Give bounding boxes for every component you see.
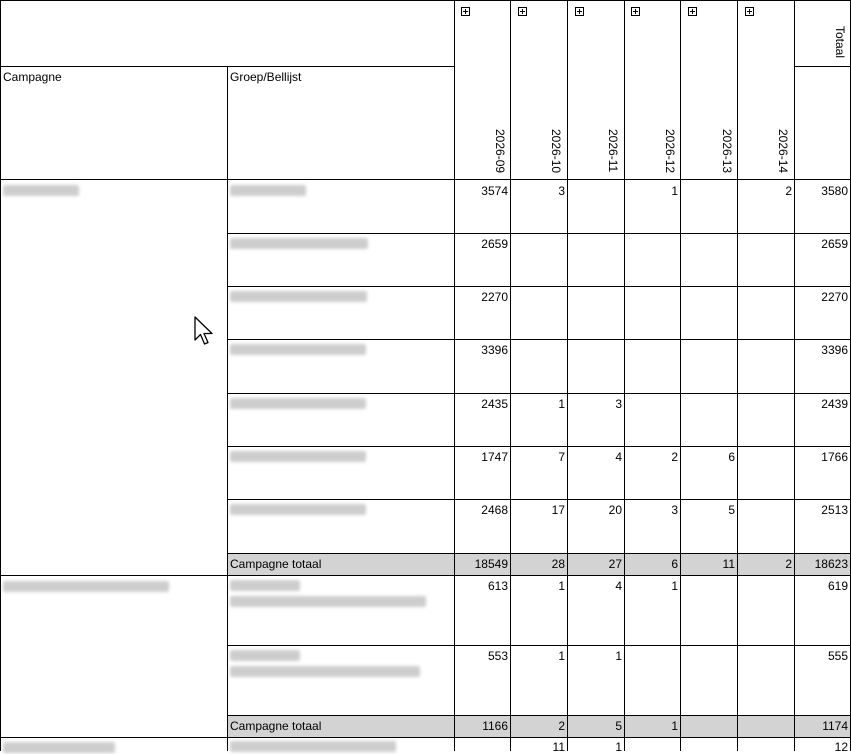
expand-icon[interactable] <box>461 7 470 16</box>
row-total: 3396 <box>821 343 848 357</box>
cell-value: 4 <box>615 579 622 593</box>
cell-value: 7 <box>558 450 565 464</box>
cell-value: 3574 <box>481 184 508 198</box>
redacted-group-name <box>230 580 300 591</box>
week-header-2026-14: 2026-14 <box>776 129 790 174</box>
redacted-group-name <box>230 344 366 355</box>
cell-value: 2 <box>785 557 792 571</box>
redacted-group-name <box>230 741 396 752</box>
campagne-header: Campagne <box>3 70 62 84</box>
redacted-group-name <box>230 238 368 249</box>
cell-value: 1 <box>558 397 565 411</box>
row-total: 3580 <box>821 184 848 198</box>
row-total: 1766 <box>821 450 848 464</box>
cell-value: 3396 <box>481 343 508 357</box>
row-total: 1174 <box>822 719 848 733</box>
week-header-2026-09: 2026-09 <box>493 129 507 174</box>
expand-icon[interactable] <box>745 7 754 16</box>
redacted-campaign-name <box>3 742 115 753</box>
cell-value: 3 <box>671 503 678 517</box>
cell-value: 553 <box>487 649 508 663</box>
cell-value: 20 <box>608 503 622 517</box>
cell-value: 11 <box>552 740 565 754</box>
row-total: 12 <box>834 740 848 754</box>
week-header-2026-12: 2026-12 <box>663 129 677 174</box>
cell-value: 5 <box>615 719 622 733</box>
expand-icon[interactable] <box>631 7 640 16</box>
cell-value: 1 <box>615 740 622 754</box>
cell-value: 2 <box>671 450 678 464</box>
totaal-header: Totaal <box>833 26 847 59</box>
cell-value: 18549 <box>474 557 508 571</box>
week-header-2026-13: 2026-13 <box>720 129 734 174</box>
cell-value: 4 <box>615 450 622 464</box>
cell-value: 27 <box>608 557 622 571</box>
redacted-group-name <box>230 291 367 302</box>
row-total: 2270 <box>821 290 848 304</box>
cell-value: 1 <box>671 184 678 198</box>
redacted-group-name <box>230 451 366 462</box>
cell-value: 2 <box>785 184 792 198</box>
cell-value: 11 <box>722 557 735 571</box>
redacted-group-name <box>230 398 366 409</box>
cell-value: 6 <box>671 557 678 571</box>
cell-value: 5 <box>728 503 735 517</box>
cell-value: 1 <box>558 649 565 663</box>
row-total: 2659 <box>821 237 848 251</box>
cell-value: 17 <box>551 503 565 517</box>
cell-value: 3 <box>615 397 622 411</box>
redacted-campaign-name <box>3 581 169 592</box>
cell-value: 1 <box>671 579 678 593</box>
cell-value: 1 <box>615 649 622 663</box>
expand-icon[interactable] <box>575 7 584 16</box>
cell-value: 2 <box>558 719 565 733</box>
cell-value: 1747 <box>481 450 508 464</box>
cell-value: 1 <box>558 579 565 593</box>
redacted-campaign-name <box>3 185 79 196</box>
campagne-totaal-label: Campagne totaal <box>230 719 322 733</box>
cell-value: 28 <box>551 557 565 571</box>
mouse-cursor-icon <box>194 316 216 346</box>
groep-header: Groep/Bellijst <box>230 70 302 84</box>
redacted-group-name <box>230 666 420 677</box>
row-total: 18623 <box>814 557 848 571</box>
cell-value: 2659 <box>481 237 508 251</box>
redacted-group-name <box>230 596 426 607</box>
campagne-totaal-label: Campagne totaal <box>230 557 322 571</box>
cell-value: 613 <box>487 579 508 593</box>
cell-value: 1 <box>671 719 678 733</box>
row-total: 619 <box>827 579 848 593</box>
cell-value: 3 <box>558 184 565 198</box>
row-total: 2439 <box>821 397 848 411</box>
cell-value: 6 <box>728 450 735 464</box>
week-header-2026-11: 2026-11 <box>606 129 620 173</box>
cell-value: 2270 <box>481 290 508 304</box>
expand-icon[interactable] <box>518 7 527 16</box>
redacted-group-name <box>230 185 306 196</box>
expand-icon[interactable] <box>688 7 697 16</box>
redacted-group-name <box>230 504 366 515</box>
cell-value: 2468 <box>481 503 508 517</box>
week-header-2026-10: 2026-10 <box>549 129 563 174</box>
cell-value: 1166 <box>482 719 508 733</box>
cell-value: 2435 <box>481 397 508 411</box>
row-total: 2513 <box>821 503 848 517</box>
row-total: 555 <box>827 649 848 663</box>
redacted-group-name <box>230 650 300 661</box>
